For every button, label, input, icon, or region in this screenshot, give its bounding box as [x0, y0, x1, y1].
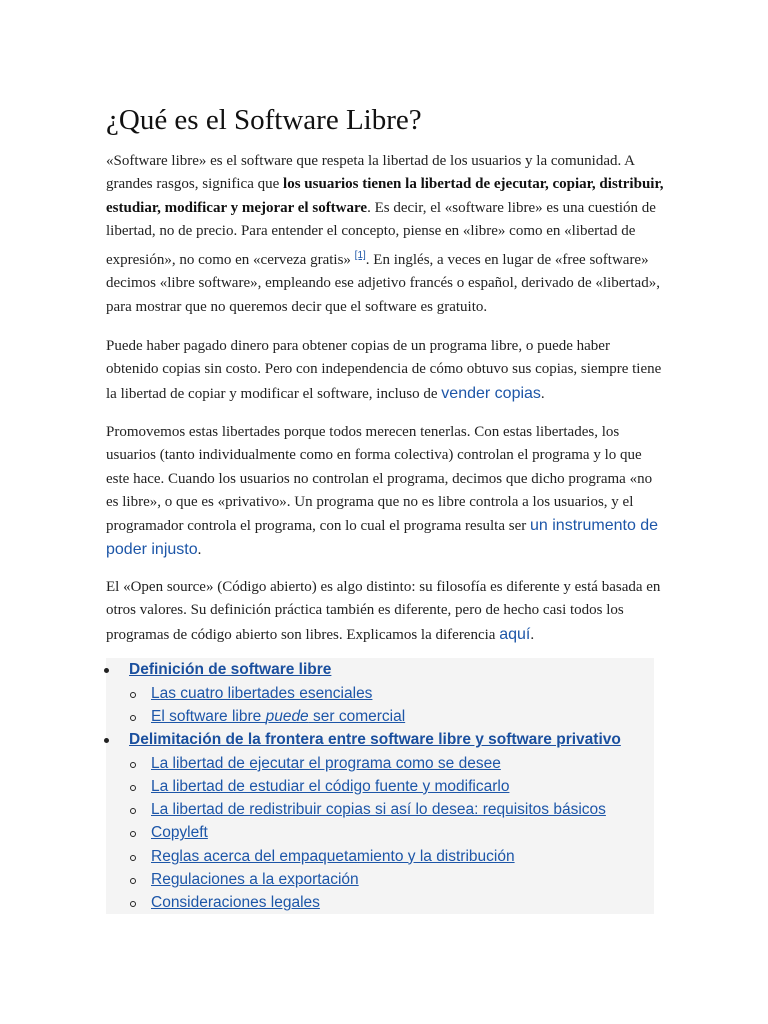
toc-link-packaging[interactable]: Reglas acerca del empaquetamiento y la distribución	[151, 847, 515, 865]
intro-text-1: «Software libre» es el software que respeta la libertad de los usuarios y la comunidad. A grandes rasgos, significa que	[106, 153, 635, 193]
intro-text-3: . En inglés, a veces en lugar de «free software» decimos «libre software», empleando ese adjetivo francés o español, derivado de «libertad», para mostrar que no queremos decir que el software es gratuito.	[106, 252, 660, 315]
toc-link-commercial[interactable]	[151, 708, 405, 725]
unjust-power-link[interactable]: un instrumento de poder injusto	[106, 517, 659, 559]
toc-section-definition	[106, 658, 654, 682]
toc-link-boundary[interactable]: Delimitación de la frontera entre software libre y software privativo	[129, 731, 621, 749]
price-text-2: .	[540, 385, 545, 402]
toc-item	[106, 821, 654, 844]
circle-bullet-icon	[130, 878, 136, 884]
disc-bullet-icon	[104, 668, 109, 673]
toc-section-boundary	[106, 728, 654, 752]
circle-bullet-icon	[130, 901, 136, 907]
difference-link[interactable]: aquí	[499, 625, 531, 643]
toc-link-legal[interactable]: Consideraciones legales	[151, 894, 320, 912]
intro-paragraph	[106, 150, 666, 319]
toc-link-run[interactable]: La libertad de ejecutar el programa como se desee	[151, 754, 501, 772]
sell-copies-link[interactable]: vender copias	[441, 384, 541, 402]
intro-text-2: . Es decir, el «software libre» es una cuestión de libertad, no de precio. Para entender el concepto, piense en «libre» como en «libertad de expresión», no como en «cerveza gratis»	[106, 199, 656, 269]
circle-bullet-icon	[130, 715, 136, 721]
footnote-ref	[355, 247, 366, 261]
price-paragraph	[106, 335, 666, 406]
open-source-paragraph	[106, 576, 666, 647]
circle-bullet-icon	[130, 785, 136, 791]
toc-link-export[interactable]: Regulaciones a la exportación	[151, 871, 359, 889]
toc-link-four-freedoms[interactable]: Las cuatro libertades esenciales	[151, 684, 373, 702]
open-source-text-2: .	[530, 626, 535, 643]
toc-item	[106, 775, 654, 798]
price-text-1: Puede haber pagado dinero para obtener copias de un programa libre, o puede haber obtenido copias sin costo. Pero con independencia de cómo obtuvo sus copias, siempre tiene la libertad de copiar y modificar el software, incluso de	[106, 338, 662, 402]
toc-item	[106, 845, 654, 868]
open-source-text-1: El «Open source» (Código abierto) es algo distinto: su filosofía es diferente y está basada en otros valores. Su definición práctica también es diferente, pero de hecho casi todos los programas de código abierto son libres. Explicamos la diferencia	[106, 579, 661, 643]
toc-link-definition[interactable]: Definición de software libre	[129, 661, 332, 678]
toc-item	[106, 798, 654, 821]
page-title: ¿Qué es el Software Libre?	[106, 104, 422, 136]
toc-link-study[interactable]: La libertad de estudiar el código fuente y modificarlo	[151, 777, 510, 795]
freedoms-paragraph	[106, 421, 666, 563]
toc-item	[106, 868, 654, 891]
toc-item	[106, 752, 654, 775]
toc-item	[106, 682, 654, 705]
circle-bullet-icon	[130, 762, 136, 768]
toc-commercial-post: ser comercial	[308, 707, 406, 725]
toc-commercial-pre: El software libre	[151, 707, 266, 725]
toc-link-redistribute[interactable]: La libertad de redistribuir copias si así lo desea: requisitos básicos	[151, 801, 606, 819]
footnote-link[interactable]: [1]	[354, 250, 366, 262]
freedoms-text-2: .	[197, 542, 202, 559]
circle-bullet-icon	[130, 808, 136, 814]
freedoms-text-1: Promovemos estas libertades porque todos merecen tenerlas. Con estas libertades, los usuarios (tanto individualmente como en forma colectiva) controlan el programa y lo que este hace. Cuando los usuarios no controlan el programa, decimos que dicho programa «no es libre», o que es «privativo». Un programa que no es libre controla a los usuarios, y el programador controla el programa, con lo cual el programa resulta ser	[106, 424, 653, 535]
circle-bullet-icon	[130, 855, 136, 861]
toc-link-copyleft[interactable]: Copyleft	[151, 824, 208, 842]
intro-bold-text: los usuarios tienen la libertad de ejecutar, copiar, distribuir, estudiar, modificar y mejorar el software	[106, 176, 664, 216]
disc-bullet-icon	[104, 738, 109, 743]
toc-item	[106, 891, 654, 914]
circle-bullet-icon	[130, 692, 136, 698]
toc-commercial-em: puede	[265, 707, 309, 725]
toc-item	[106, 705, 654, 728]
circle-bullet-icon	[130, 831, 136, 837]
table-of-contents	[106, 658, 654, 914]
